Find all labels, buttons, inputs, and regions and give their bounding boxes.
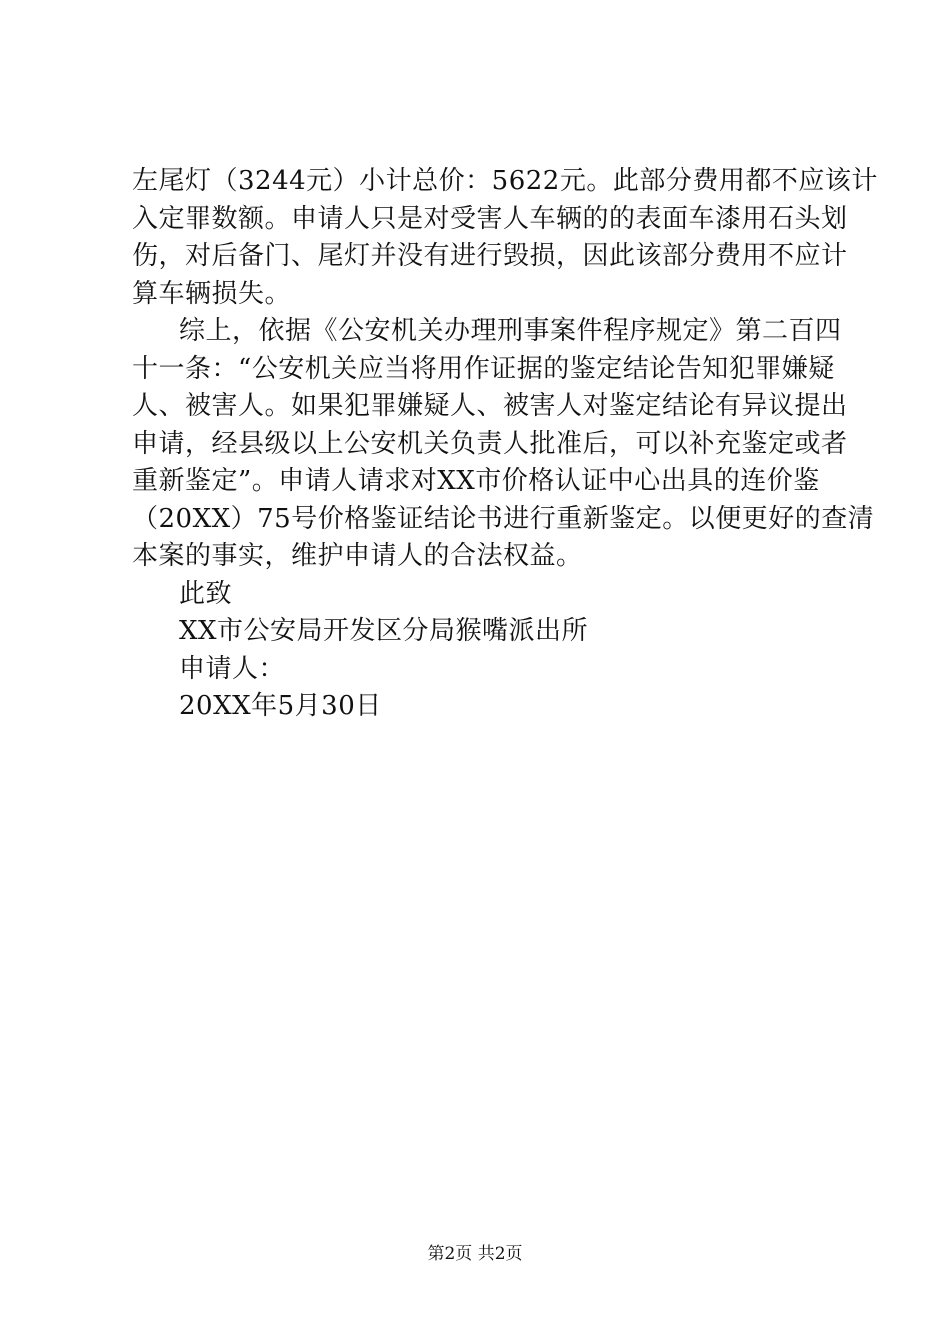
document-body — [132, 163, 878, 726]
body-line-6: 十一条：“公安机关应当将用作证据的鉴定结论告知犯罪嫌疑 — [132, 353, 835, 384]
body-line-9: 重新鉴定”。申请人请求对XX市价格认证中心出具的连价鉴 — [132, 466, 820, 496]
body-line-8: 申请，经县级以上公安机关负责人批准后，可以补充鉴定或者 — [132, 428, 848, 459]
page-footer: 第2页 共2页 — [427, 1244, 523, 1264]
body-line-11: 本案的事实，维护申请人的合法权益。 — [132, 541, 583, 571]
body-line-4: 算车辆损失。 — [132, 278, 292, 309]
document-date: 20XX年5月30日 — [179, 691, 382, 721]
body-line-3: 伤，对后备门、尾灯并没有进行毁损，因此该部分费用不应计 — [132, 241, 848, 271]
body-line-5: 综上，依据《公安机关办理刑事案件程序规定》第二百四 — [179, 316, 842, 346]
body-line-10: （20XX）75号价格鉴证结论书进行重新鉴定。以便更好的查清 — [132, 503, 875, 534]
body-line-2: 入定罪数额。申请人只是对受害人车辆的的表面车漆用石头划 — [132, 203, 848, 234]
body-line-7: 人、被害人。如果犯罪嫌疑人、被害人对鉴定结论有异议提出 — [132, 391, 848, 421]
body-line-1: 左尾灯（3244元）小计总价：5622元。此部分费用都不应该计 — [132, 166, 878, 196]
recipient: XX市公安局开发区分局猴嘴派出所 — [179, 616, 589, 646]
applicant-label: 申请人： — [179, 653, 286, 684]
salutation: 此致 — [179, 578, 233, 609]
